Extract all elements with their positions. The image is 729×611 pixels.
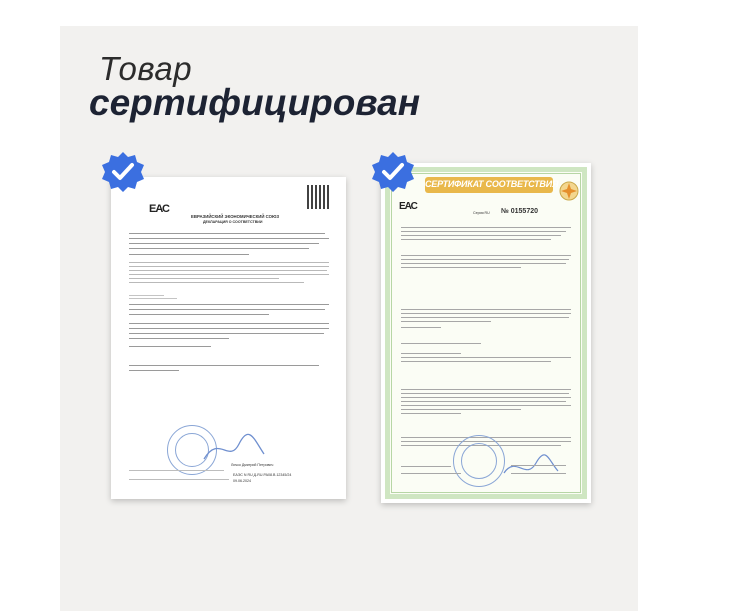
registration-date: 09.06.2024 [233, 479, 251, 483]
heading-line-2: сертифицирован [89, 82, 421, 123]
certificate-series: Серия RU [473, 211, 490, 215]
verified-check-icon [100, 150, 146, 196]
heading-line-1: Товар [99, 50, 193, 87]
certificate-document [381, 163, 591, 503]
signature [501, 453, 561, 483]
eac-mark: ЕАС [149, 203, 169, 215]
registration-number: ЕАЭС N RU Д-RU.РА08.В.12345/24 [233, 473, 292, 477]
declaration-document [111, 177, 346, 499]
qr-code [307, 185, 331, 209]
verified-check-icon [370, 150, 416, 196]
eac-mark: ЕАС [399, 201, 417, 212]
certificate-number: № 0155720 [501, 208, 538, 215]
certificate-banner-text: СЕРТИФИКАТ СООТВЕТСТВИЯ [425, 179, 559, 189]
declaration-header: ЕВРАЗИЙСКИЙ ЭКОНОМИЧЕСКИЙ СОЮЗ [191, 214, 280, 219]
emblem-icon [557, 179, 581, 203]
declaration-subheader: ДЕКЛАРАЦИЯ О СООТВЕТСТВИИ [203, 220, 263, 224]
signatory-name: Личко Дмитрий Петрович [231, 463, 274, 467]
